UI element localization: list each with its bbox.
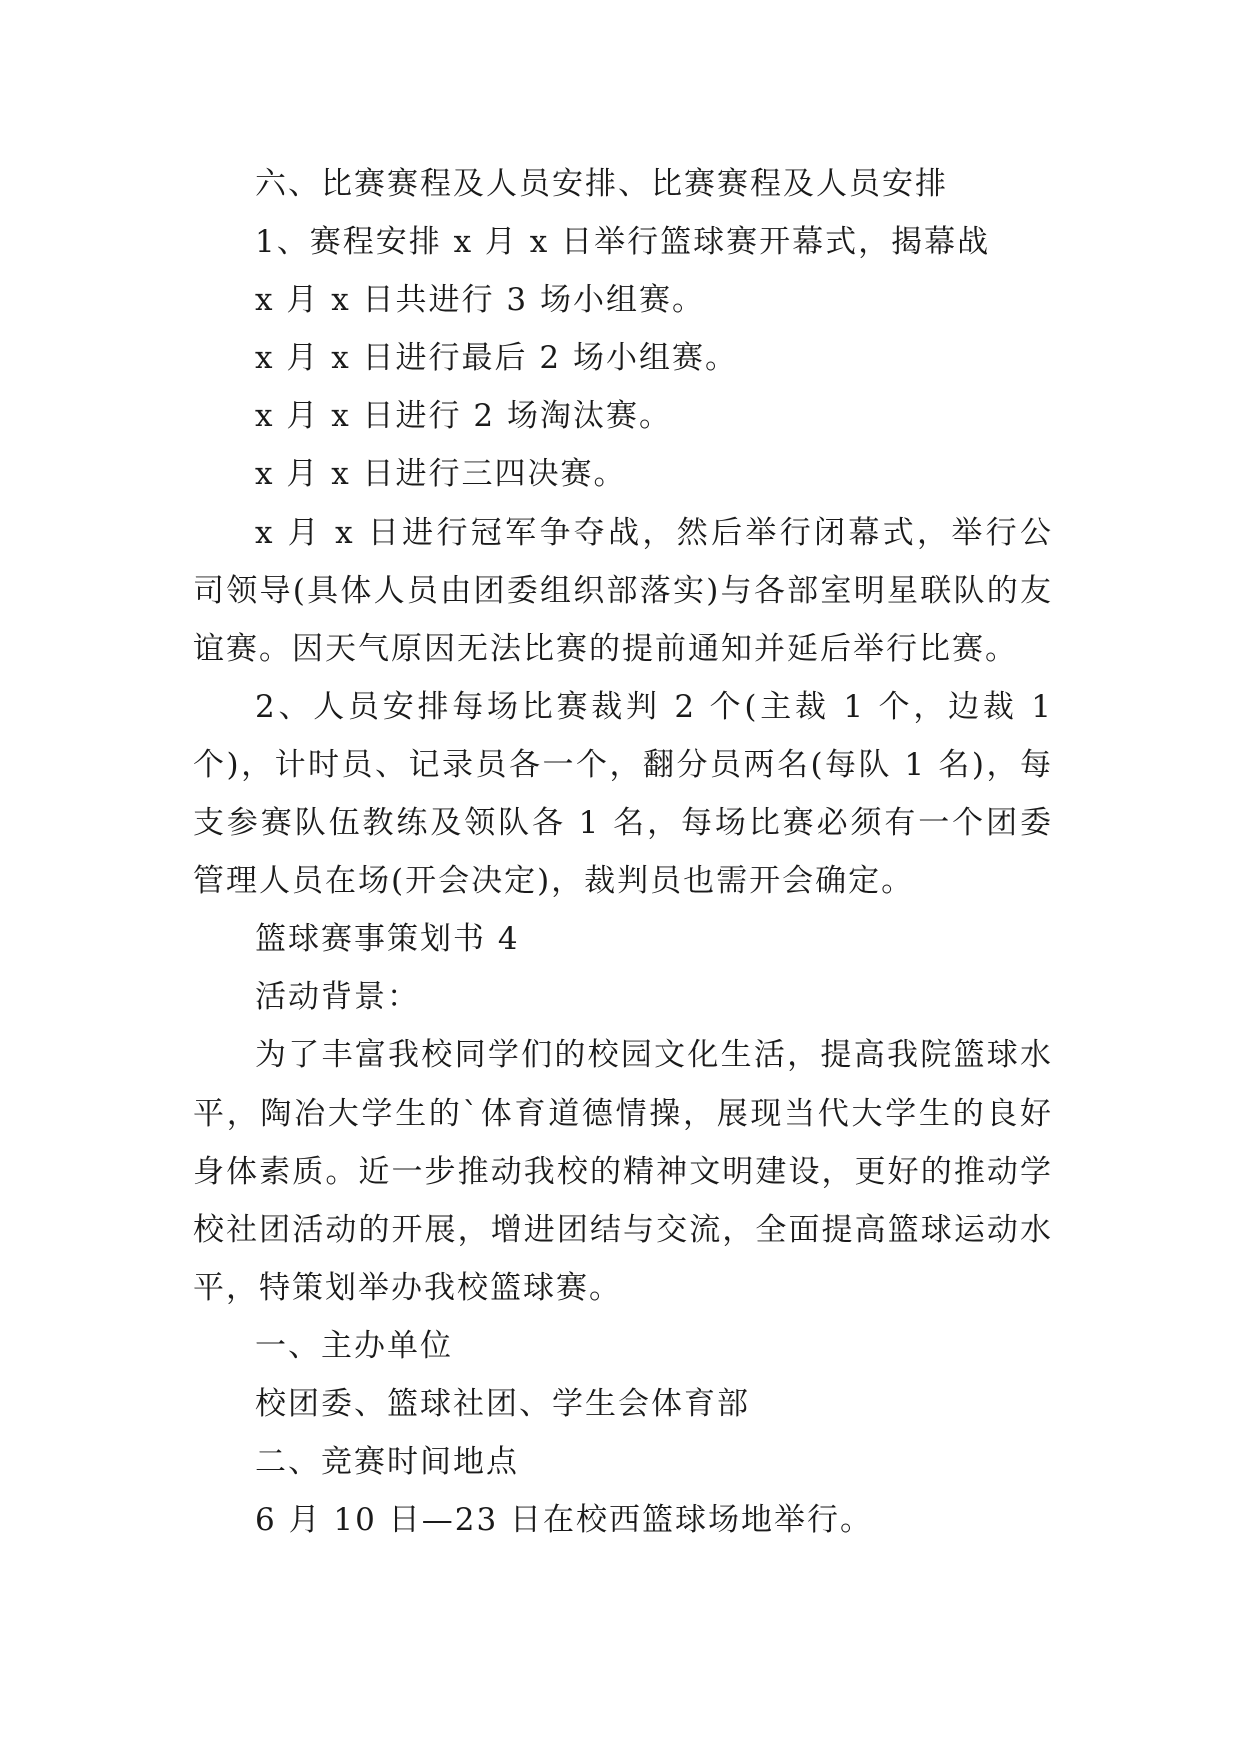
heading-time-place: 二、竞赛时间地点	[255, 1444, 519, 1481]
paragraph-background: 为了丰富我校同学们的校园文化生活，提高我院篮球水平，陶冶大学生的`体育道德情操，展现当代大学生的良好身体素质。近一步推动我校的精神文明建设，更好的推动学校社团活动的开展，增进团结与交流，全面提高篮球运动水平，特策划举办我校篮球赛。	[193, 1037, 1053, 1306]
paragraph-organizer: 校团委、篮球社团、学生会体育部	[255, 1385, 750, 1422]
paragraph-staff-arrangement: 2、人员安排每场比赛裁判 2 个(主裁 1 个，边裁 1 个)，计时员、记录员各一个，翻分员两名(每队 1 名)，每支参赛队伍教练及领队各 1 名，每场比赛必须有一个团委管理人员在场(开会决定)，裁判员也需开会确定。	[193, 688, 1053, 900]
heading-background: 活动背景：	[255, 979, 420, 1016]
heading-schedule-arrangement: 六、比赛赛程及人员安排、比赛赛程及人员安排	[255, 166, 948, 202]
paragraph-time-place: 6 月 10 日—23 日在校西篮球场地举行。	[255, 1502, 874, 1539]
document-body	[193, 155, 1053, 1549]
section-title: 篮球赛事策划书 4	[255, 921, 520, 958]
paragraph-schedule-opening: 1、赛程安排 x 月 x 日举行篮球赛开幕式，揭幕战	[255, 224, 991, 261]
heading-organizer: 一、主办单位	[255, 1327, 453, 1364]
paragraph-schedule-final: x 月 x 日进行冠军争夺战，然后举行闭幕式，举行公司领导(具体人员由团委组织部落实)与各部室明星联队的友谊赛。因天气原因无法比赛的提前通知并延后举行比赛。	[193, 514, 1053, 667]
paragraph-schedule-knockout: x 月 x 日进行 2 场淘汰赛。	[255, 398, 672, 435]
paragraph-schedule-group-3: x 月 x 日共进行 3 场小组赛。	[255, 282, 705, 319]
paragraph-schedule-group-2: x 月 x 日进行最后 2 场小组赛。	[255, 340, 738, 377]
paragraph-schedule-third-place: x 月 x 日进行三四决赛。	[255, 456, 627, 493]
